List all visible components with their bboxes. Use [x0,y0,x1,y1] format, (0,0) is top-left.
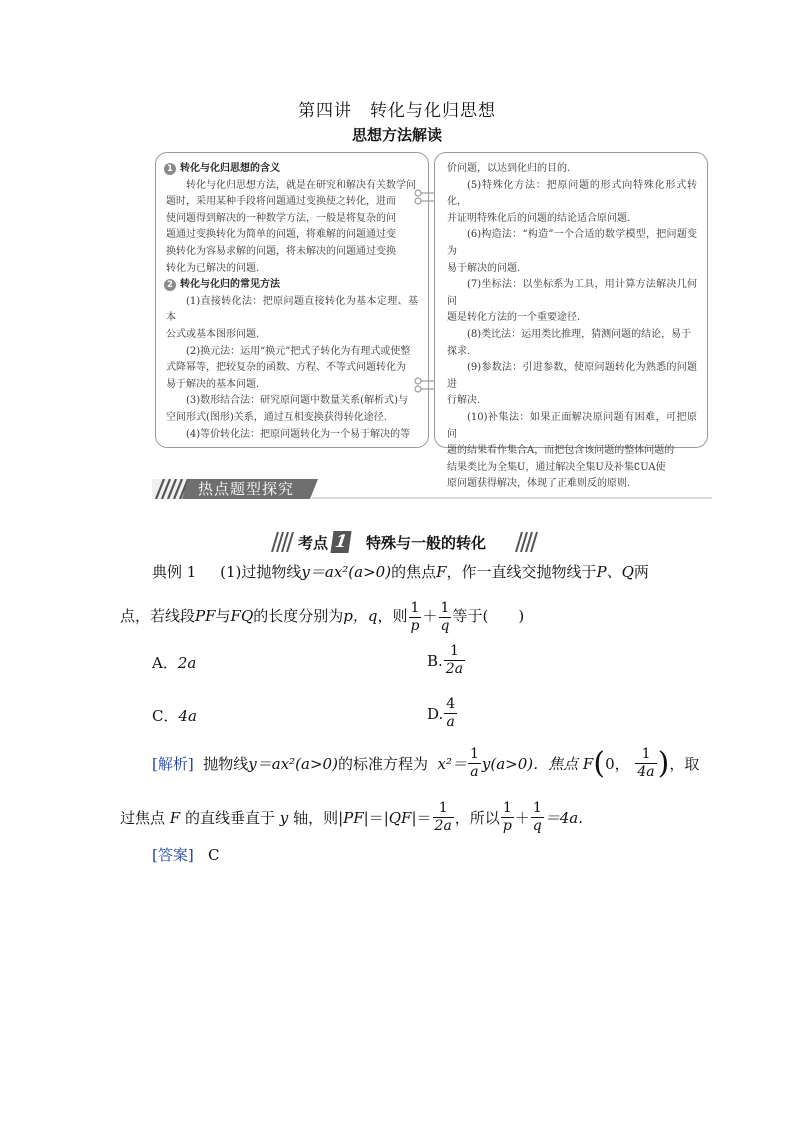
method-line: 式降幂等，把较复杂的函数、方程、不等式问题转化为 [166,362,406,374]
option-d[interactable] [427,696,458,731]
method-line: (1)直接转化法：把原问题直接转化为基本定理、基本 [166,295,418,324]
numerator: 1 [531,800,544,818]
left-panel [155,152,429,448]
question-text: ，则 [377,607,408,625]
example-label: 典例 1 [152,563,197,581]
option-a[interactable] [152,651,196,675]
fraction [501,800,514,835]
method-line: (5)特殊化方法：把原问题的形式向特殊化形式转化， [447,179,697,208]
option-b[interactable] [427,643,466,678]
equation: x²＝ [437,754,467,773]
section-banner [152,479,712,499]
answer-value: C [208,846,220,864]
solution-line-1 [152,746,722,781]
method-line: (10)补集法：如果正面解决原问题有困难，可把原问 [447,411,697,440]
answer-line [152,843,220,867]
numerator: 1 [439,600,452,618]
denominator: 2a [445,661,464,677]
topic-number-badge: 1 [330,531,351,553]
solution-text: ，所以 [454,808,500,827]
equation: y(a>0)．焦点 [481,754,579,773]
paragraph-line: 使问题得到解决的一种数学方法，一般是将复杂的问 [166,212,396,224]
fraction [409,600,422,635]
topic-prefix: 考点 [298,533,329,552]
numerator: 4 [446,696,456,712]
numerator: 1 [409,600,422,618]
denominator: q [532,818,542,834]
page-title: 第四讲 转化与化归思想 [298,101,496,121]
stripes-left-icon [270,532,296,552]
paragraph-line: 换转化为容易求解的问题，将未解决的问题通过变换 [166,245,396,257]
method-line: (4)等价转化法：把原问题转化为一个易于解决的等 [186,428,411,440]
option-label: C． [152,707,179,725]
method-line: (2)换元法：运用“换元”把式子转化为有理式或使整 [186,345,411,357]
banner-label: 热点题型探究 [198,480,295,498]
section-number-badge: 2 [164,279,176,291]
fraction [635,746,656,781]
right-panel [434,152,708,490]
option-c[interactable] [152,704,197,728]
solution-text: 的直线垂直于 [185,808,276,827]
solution-text: 过焦点 [120,808,166,827]
denominator: p [410,617,420,634]
method-line: 题是转化方法的一个重要途径. [447,312,581,324]
fraction [444,696,457,731]
numerator: 1 [444,643,465,661]
question-text: 点，若线段 [120,607,196,625]
variable: PF [195,607,216,625]
page-subtitle: 思想方法解读 [351,126,442,144]
right-paren: ) [657,745,670,781]
method-line: 并证明特殊化后的问题的结论适合原问题. [447,212,631,224]
denominator: 2a [434,818,452,834]
topic-title: 特殊与一般的转化 [366,533,487,552]
section-heading [164,161,418,178]
method-line: (3)数形结合法：研究原问题中数量关系(解析式)与 [186,395,408,407]
method-line: (9)参数法：引进参数，使原问题转化为熟悉的问题进 [447,362,697,390]
operator: ＋ [422,607,438,625]
solution-text: |＝ [411,808,432,827]
numerator: 1 [501,800,514,818]
question-text: 的焦点 [391,563,437,581]
solution-text: |＝| [363,808,389,827]
solution-line-2 [120,800,720,835]
variable: p，q [343,607,378,625]
fraction [433,800,454,835]
numerator: 1 [635,746,656,764]
variable: y [279,808,289,827]
method-line: 易于解决的基本问题. [166,378,260,390]
question-line-2 [120,598,720,635]
operator: ＋ [514,808,530,827]
question-text: 两 [633,563,649,581]
question-text: 等于( ) [452,607,525,625]
solution-text: ，取 [669,754,700,773]
denominator: 4a [637,764,655,780]
paragraph-line: 题通过变换转化为简单的问题，将难解的问题通过变 [166,229,396,241]
fraction [439,600,452,635]
method-line: (8)类比法：运用类比推理，猜测问题的结论，易于 [467,328,692,340]
left-paren: ( [593,745,606,781]
method-line: 价问题，以达到化归的目的. [447,163,571,174]
denominator: q [440,617,450,634]
paragraph-line: 题时，采用某种手段将问题通过变换使之转化，进而 [166,196,396,208]
question-line-1 [152,560,712,584]
option-value: 4a [178,707,197,725]
option-label: D. [427,704,444,723]
variable: P、Q [596,563,634,581]
paragraph-line: 转化与化归思想方法，就是在研究和解决有关数学问 [186,179,416,191]
question-text: ，作一直线交抛物线于 [446,563,597,581]
solution-text: 轴，则| [293,808,344,827]
method-line: 原问题获得解决，体现了正难则反的原则. [447,478,631,490]
variable: F [436,563,447,581]
section-number-badge: 1 [164,163,176,175]
numerator: 1 [433,800,454,818]
result: ＝4a. [544,808,584,827]
paragraph-line: 转化为已解决的问题. [166,262,260,274]
section-heading [164,277,418,294]
solution-text: 抛物线 [203,754,249,773]
answer-label: [答案] [152,846,194,864]
question-text: (1)过抛物线 [220,563,302,581]
question-text: 与 [215,607,231,625]
fraction [468,746,481,781]
variable: F [582,754,594,773]
variable: PF [343,808,364,827]
variable: FQ [230,607,254,625]
section-title: 转化与化归思想的含义 [180,163,280,174]
method-line: 易于解决的问题. [447,262,521,274]
variable: QF [388,808,412,827]
method-line: 探求. [447,345,471,357]
numerator: 1 [469,746,479,762]
method-line: 题的结果看作集合A，而把包含该问题的整体问题的 [447,445,675,457]
option-label: A． [152,654,178,672]
section-title: 转化与化归的常见方法 [180,279,280,291]
method-line: 公式或基本图形问题. [166,328,260,340]
denominator: a [446,714,455,730]
solution-text: 的标准方程为 [337,754,428,773]
method-line: 空间形式(图形)关系，通过互相变换获得转化途径. [166,411,387,423]
denominator: a [470,764,479,780]
equation: y＝ax²(a>0) [301,563,392,581]
coordinate: 0， [605,754,630,773]
question-text: 的长度分别为 [253,607,344,625]
solution-label: [解析] [152,754,194,773]
option-value: 2a [177,654,197,672]
denominator: p [502,818,512,834]
method-line: (6)构造法：“构造”一个合适的数学模型，把问题变为 [447,229,697,257]
method-line: 结果类比为全集U，通过解决全集U及补集∁UA使 [447,461,666,473]
topic-heading [0,530,794,554]
stripes-right-icon [514,532,540,552]
variable: F [169,808,181,827]
method-line: (7)坐标法：以坐标系为工具，用计算方法解决几何问 [447,279,697,307]
fraction [444,643,465,678]
method-line: 行解决. [447,395,481,407]
option-label: B. [427,651,443,670]
fraction [531,800,544,835]
equation: y＝ax²(a>0) [248,754,338,773]
